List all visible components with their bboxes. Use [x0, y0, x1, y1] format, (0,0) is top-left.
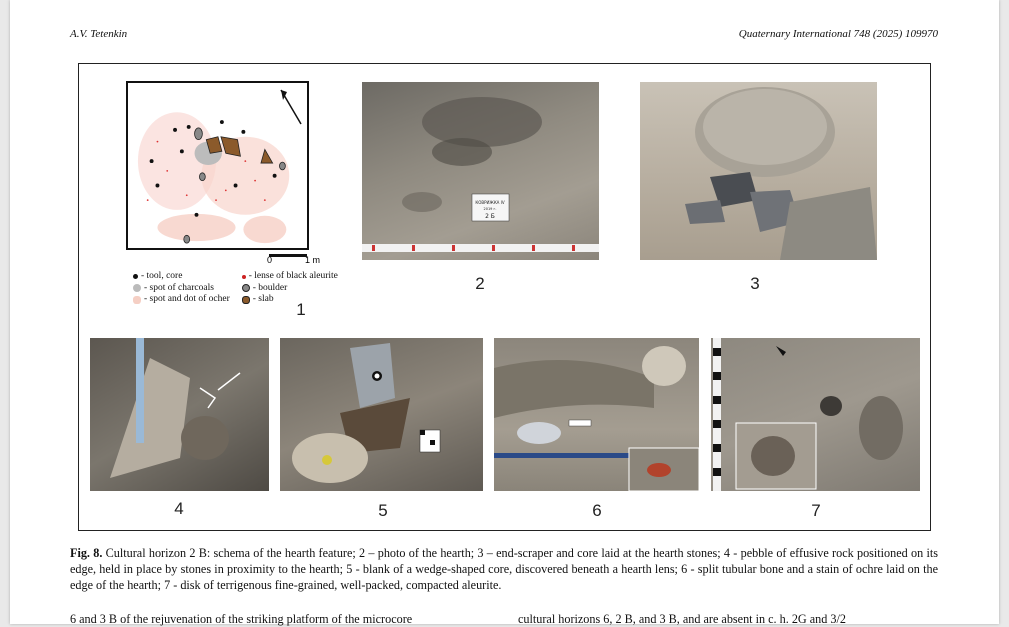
panel-6-photo [494, 338, 699, 491]
figure-caption [70, 545, 938, 593]
core-blank-photo-image [280, 338, 483, 491]
legend-item: - tool, core [133, 271, 230, 283]
black-dot-icon [133, 274, 138, 279]
pink-blob-icon [133, 296, 141, 304]
figure-8-frame [78, 63, 931, 531]
north-arrow-icon [277, 86, 305, 128]
legend-item: - boulder [242, 283, 338, 295]
panel-number-7: 7 [811, 501, 821, 520]
photo-tag-text-1: КОВРИЖКА IV [475, 200, 505, 205]
boulder-photo-image [640, 82, 877, 260]
running-header-journal: Quaternary International 748 (2025) 109970 [738, 28, 938, 40]
body-text-left-column: 6 and 3 B of the rejuvenation of the striking platform of the microcore [70, 612, 413, 626]
panel-7-photo [711, 338, 920, 491]
scale-end-label: 1 m [305, 255, 321, 265]
panel-number-5: 5 [378, 501, 388, 520]
bone-ochre-photo-image [494, 338, 699, 491]
grey-circle-icon [242, 284, 250, 292]
photo-tag-text-2: 2019 г. [483, 207, 497, 211]
legend-item: - lense of black aleurite [242, 271, 338, 283]
brown-blob-icon [242, 296, 250, 304]
running-header-author: A.V. Tetenkin [70, 28, 128, 40]
caption-label: Fig. 8. [70, 546, 103, 560]
panel-number-2: 2 [475, 274, 485, 293]
schema-legend [133, 271, 363, 306]
legend-item: - slab [242, 294, 338, 306]
legend-item: - spot and dot of ocher [133, 294, 230, 306]
grey-blob-icon [133, 284, 141, 292]
panel-5-photo [280, 338, 483, 491]
paper-page [10, 0, 999, 624]
photo-tag-text-3: 2 Б [485, 213, 495, 220]
scale-zero-label: 0 [267, 255, 273, 265]
legend-item: - spot of charcoals [133, 283, 230, 295]
panel-3-photo [640, 82, 877, 260]
pebble-photo-image [90, 338, 269, 491]
panel-number-1: 1 [296, 300, 306, 319]
red-dot-icon [242, 275, 246, 279]
scale-bar [269, 254, 307, 258]
panel-4-photo [90, 338, 269, 491]
panel-number-3: 3 [750, 274, 760, 293]
panel-number-6: 6 [592, 501, 602, 520]
hearth-photo-image [362, 82, 599, 260]
panel-2-photo [362, 82, 599, 260]
panel-number-4: 4 [174, 499, 184, 518]
aleurite-disk-photo-image [711, 338, 920, 491]
body-text-right-column: cultural horizons 6, 2 B, and 3 B, and are absent in c. h. 2G and 3/2 [518, 612, 846, 626]
caption-text: Cultural horizon 2 B: schema of the hearth feature; 2 – photo of the hearth; 3 – end-scraper and core laid at the hearth stones; 4 - pebble of effusive rock positioned on its edge, held in place by stones in proximity to the hearth; 5 - blank of a wedge-shaped core, discovered beneath a hearth lens; 6 - split tubular bone and a stain of ochre laid on the edge of the hearth; 7 - disk of terrigenous fine-grained, well-packed, compacted aleurite. [70, 546, 938, 592]
